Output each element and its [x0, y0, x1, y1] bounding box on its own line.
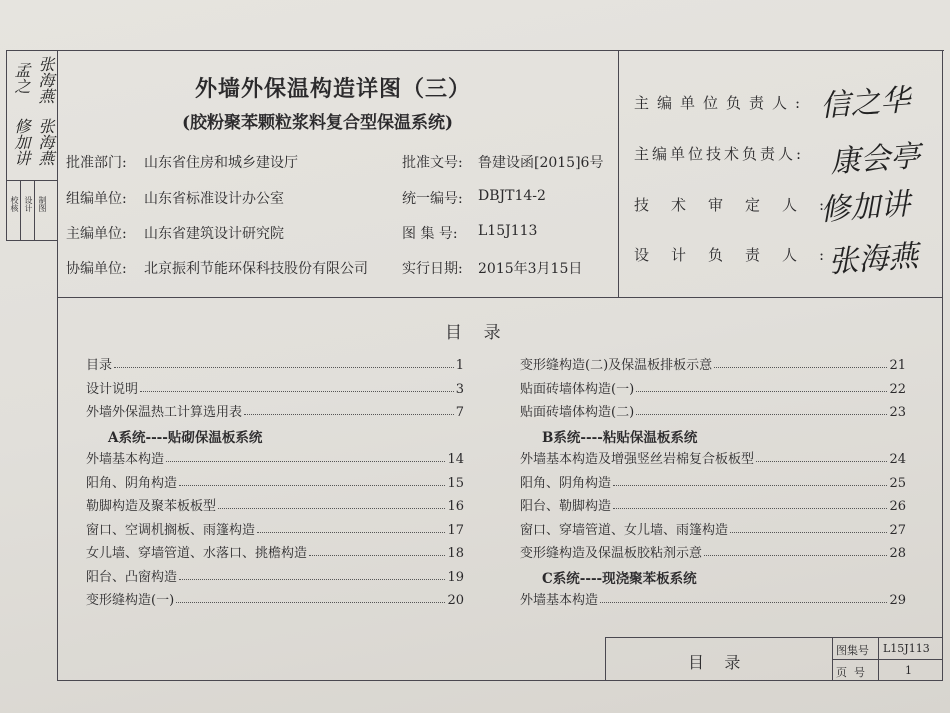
- strip-row-line: [6, 180, 58, 181]
- toc-entry[interactable]: [86, 471, 464, 491]
- toc-entry-page: 7: [455, 405, 464, 420]
- header-bottom-line: [57, 297, 943, 298]
- toc-entry[interactable]: [86, 353, 464, 373]
- strip-signature: 张海燕: [36, 118, 55, 166]
- toc-leader-dots: [179, 485, 445, 486]
- toc-entry-title: 贴面砖墙体构造(一): [520, 381, 635, 397]
- titleblock-left-line: [605, 637, 606, 681]
- toc-entry[interactable]: [520, 447, 906, 467]
- page-number-value: 1: [905, 664, 912, 677]
- toc-entry-title: 外墙基本构造: [86, 452, 165, 467]
- toc-leader-dots: [218, 508, 445, 509]
- toc-entry-title: 窗口、空调机搁板、雨篷构造: [86, 522, 256, 538]
- strip-label: 制图: [38, 196, 47, 212]
- toc-section-heading: B系统----粘贴保温板系统: [542, 429, 698, 446]
- toc-entry[interactable]: [86, 565, 464, 585]
- info-label: 组编单位:: [66, 191, 127, 207]
- titleblock-top-line: [605, 637, 943, 638]
- responsible-role: 主编单位技术负责人:: [634, 145, 805, 163]
- info-value: 鲁建设函[2015]6号: [478, 155, 604, 171]
- toc-entry[interactable]: [86, 447, 464, 467]
- toc-entry-page: 1: [455, 358, 464, 373]
- titleblock-name: 目 录: [688, 653, 741, 672]
- toc-section-heading: C系统----现浇聚苯板系统: [542, 570, 697, 587]
- responsible-signature: 信之华: [819, 82, 912, 125]
- toc-entry-page: 19: [447, 569, 464, 585]
- toc-entry-title: 设计说明: [86, 381, 139, 397]
- toc-leader-dots: [714, 367, 887, 368]
- toc-heading: 目 录: [445, 323, 501, 343]
- toc-leader-dots: [636, 391, 887, 392]
- responsible-signature: 修加讲: [819, 186, 912, 229]
- frame-bottom-line: [57, 680, 943, 681]
- toc-entry-title: 阳角、阴角构造: [86, 475, 178, 491]
- strip-signature: 修加讲: [12, 118, 31, 166]
- header-divider-line: [618, 50, 619, 298]
- page-number-label: 页 号: [836, 666, 865, 679]
- responsible-signature: 康会亭: [829, 138, 922, 181]
- toc-entry[interactable]: [520, 518, 906, 538]
- info-value: 北京振利节能环保科技股份有限公司: [144, 261, 368, 277]
- toc-entry-page: 27: [889, 522, 906, 538]
- page-subtitle: (胶粉聚苯颗粒浆料复合型保温系统): [182, 113, 454, 133]
- toc-entry-title: 女儿墙、穿墙管道、水落口、挑檐构造: [86, 546, 308, 561]
- strip-signature: 张海燕: [36, 56, 55, 104]
- toc-leader-dots: [600, 602, 887, 603]
- atlas-number-label: 图集号: [836, 644, 869, 657]
- toc-entry-title: 变形缝构造(二)及保温板排板示意: [520, 358, 713, 373]
- toc-entry[interactable]: [520, 471, 906, 491]
- toc-entry-title: 阳角、阴角构造: [520, 475, 612, 491]
- toc-section-heading: A系统----贴砌保温板系统: [108, 429, 263, 446]
- frame-top-line: [6, 50, 944, 51]
- info-label: 实行日期:: [402, 261, 463, 277]
- toc-entry[interactable]: [520, 353, 906, 373]
- toc-leader-dots: [613, 485, 887, 486]
- responsible-role: 主编单位负责人:: [634, 94, 809, 112]
- toc-leader-dots: [730, 532, 887, 533]
- toc-leader-dots: [176, 602, 445, 603]
- toc-entry-title: 外墙基本构造及增强竖丝岩棉复合板板型: [520, 452, 755, 467]
- toc-leader-dots: [140, 391, 454, 392]
- toc-entry[interactable]: [86, 377, 464, 397]
- toc-entry[interactable]: [86, 494, 464, 514]
- toc-entry-page: 14: [447, 452, 464, 467]
- toc-entry-page: 17: [447, 522, 464, 538]
- info-label: 协编单位:: [66, 261, 127, 277]
- info-label: 批准部门:: [66, 155, 127, 171]
- toc-entry-page: 16: [447, 499, 464, 514]
- toc-leader-dots: [613, 508, 887, 509]
- strip-col-line: [20, 180, 21, 240]
- responsible-signature: 张海燕: [827, 238, 920, 281]
- toc-entry-page: 29: [889, 593, 906, 608]
- strip-label: 校核: [10, 196, 19, 212]
- toc-entry-title: 贴面砖墙体构造(二): [520, 405, 635, 420]
- info-value: 山东省标准设计办公室: [144, 191, 284, 207]
- toc-entry-title: 勒脚构造及聚苯板板型: [86, 499, 217, 514]
- toc-entry-page: 22: [889, 381, 906, 397]
- info-value: 山东省建筑设计研究院: [144, 226, 284, 242]
- strip-label: 设计: [24, 196, 33, 212]
- info-value: 2015年3月15日: [478, 261, 583, 277]
- info-label: 批准文号:: [402, 155, 463, 171]
- frame-left-line: [6, 50, 7, 240]
- strip-bottom-line: [6, 240, 58, 241]
- toc-entry-title: 阳台、凸窗构造: [86, 569, 178, 585]
- toc-leader-dots: [704, 555, 887, 556]
- info-label: 图 集 号:: [402, 226, 458, 242]
- toc-leader-dots: [756, 461, 887, 462]
- toc-entry-page: 18: [447, 546, 464, 561]
- toc-entry-page: 25: [889, 475, 906, 491]
- toc-entry-page: 15: [447, 475, 464, 491]
- toc-entry-page: 3: [455, 381, 464, 397]
- toc-leader-dots: [309, 555, 445, 556]
- toc-entry-title: 变形缝构造(一): [86, 593, 175, 608]
- toc-leader-dots: [244, 414, 454, 415]
- toc-entry[interactable]: [520, 588, 906, 608]
- toc-leader-dots: [636, 414, 887, 415]
- toc-leader-dots: [257, 532, 445, 533]
- strip-col-line: [34, 180, 35, 240]
- inner-left-line: [57, 50, 58, 680]
- toc-leader-dots: [179, 579, 445, 580]
- toc-entry[interactable]: [86, 541, 464, 561]
- toc-entry[interactable]: [520, 494, 906, 514]
- page-title: 外墙外保温构造详图（三）: [195, 76, 472, 102]
- info-label: 统一编号:: [402, 191, 463, 207]
- toc-entry[interactable]: [520, 377, 906, 397]
- toc-entry-page: 24: [889, 452, 906, 467]
- responsible-role: 技术审定人:: [634, 196, 847, 214]
- toc-entry[interactable]: [520, 541, 906, 561]
- frame-right-line: [942, 50, 943, 680]
- toc-entry[interactable]: [86, 518, 464, 538]
- atlas-number-value: L15J113: [883, 642, 930, 655]
- toc-entry[interactable]: [520, 400, 906, 420]
- strip-signature: 孟之: [12, 62, 31, 94]
- toc-entry[interactable]: [86, 588, 464, 608]
- info-value: L15J113: [478, 223, 538, 239]
- toc-entry-title: 外墙外保温热工计算选用表: [86, 405, 243, 420]
- toc-entry-title: 外墙基本构造: [520, 593, 599, 608]
- toc-entry-title: 阳台、勒脚构造: [520, 499, 612, 514]
- toc-entry-page: 23: [889, 405, 906, 420]
- titleblock-row-line: [832, 659, 943, 660]
- info-label: 主编单位:: [66, 226, 127, 242]
- toc-entry-title: 变形缝构造及保温板胶粘剂示意: [520, 546, 703, 561]
- toc-entry-page: 21: [889, 358, 906, 373]
- info-value: DBJT14-2: [478, 188, 546, 204]
- toc-entry-title: 窗口、穿墙管道、女儿墙、雨篷构造: [520, 522, 729, 538]
- responsible-role: 设计负责人:: [634, 246, 847, 264]
- toc-entry-page: 28: [889, 546, 906, 561]
- toc-entry-title: 目录: [86, 358, 113, 373]
- info-value: 山东省住房和城乡建设厅: [144, 155, 298, 171]
- toc-entry-page: 26: [889, 499, 906, 514]
- toc-entry-page: 20: [447, 593, 464, 608]
- toc-entry[interactable]: [86, 400, 464, 420]
- toc-leader-dots: [166, 461, 445, 462]
- toc-leader-dots: [114, 367, 454, 368]
